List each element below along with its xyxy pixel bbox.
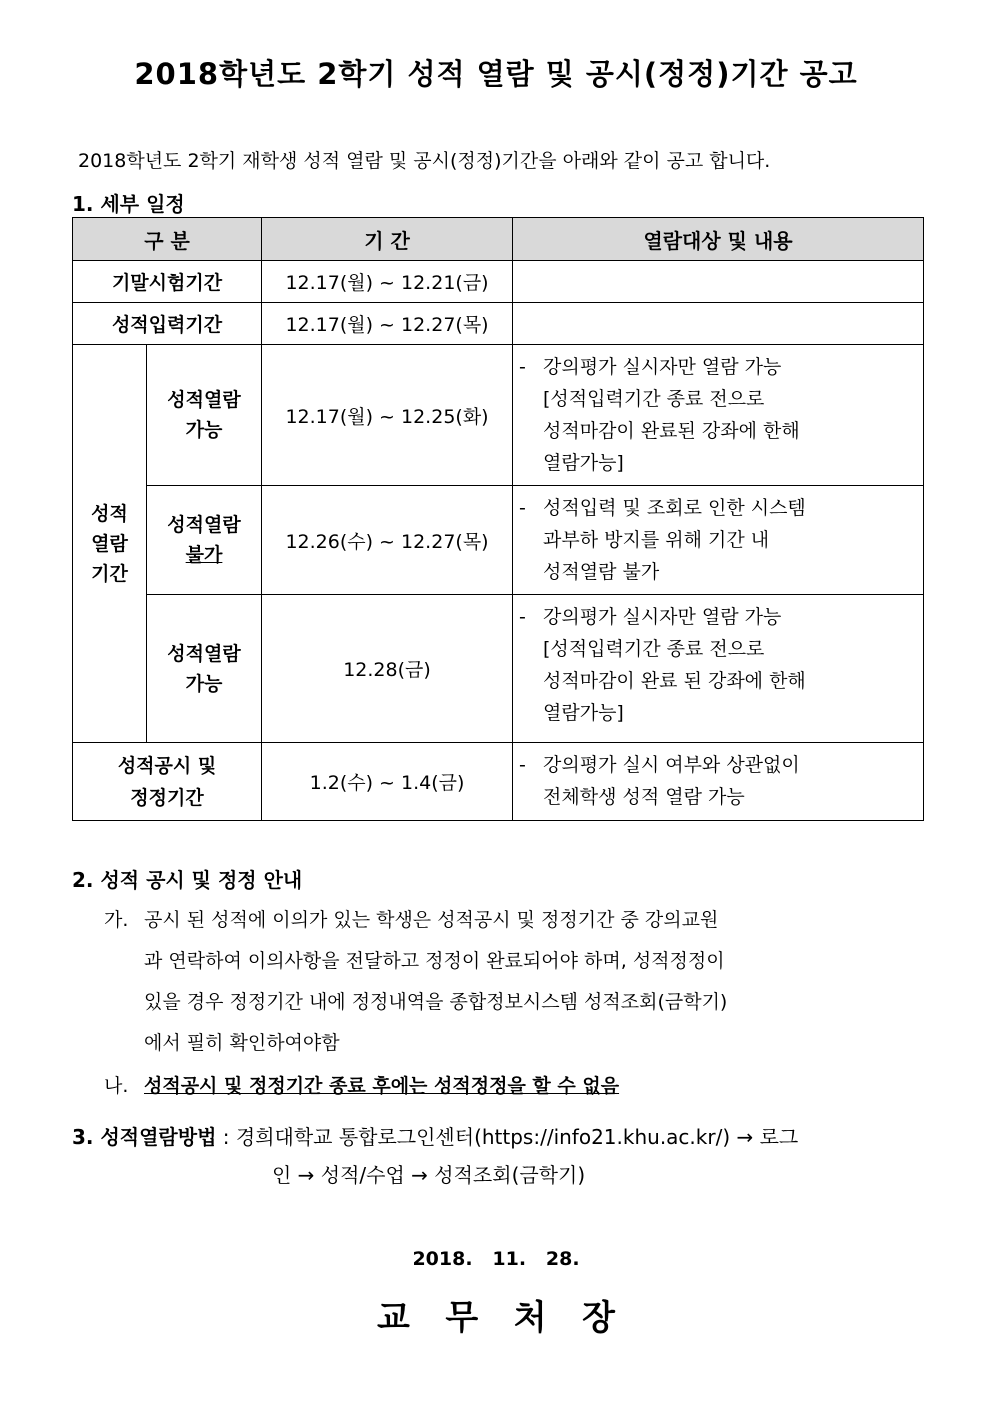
dash-bullet: - <box>519 606 526 628</box>
row-content <box>513 486 924 595</box>
item-a-line: 과 연락하여 이의사항을 전달하고 정정이 완료되어야 하며, 성적정정이 <box>144 950 725 972</box>
content-line: 성적마감이 완료 된 강좌에 한해 <box>543 670 806 692</box>
section-3-heading: 3. 성적열람방법 <box>72 1125 217 1149</box>
content-line: 강의평가 실시 여부와 상관없이 <box>543 754 800 776</box>
dash-bullet: - <box>519 754 526 776</box>
content-line: 성적마감이 완료된 강좌에 한해 <box>543 420 800 442</box>
item-a-line: 에서 필히 확인하여야함 <box>144 1032 340 1054</box>
group-label-line: 열람 <box>91 532 128 555</box>
item-a-line: 공시 된 성적에 이의가 있는 학생은 성적공시 및 정정기간 중 강의교원 <box>144 909 719 931</box>
content-line: [성적입력기간 종료 전으로 <box>543 638 765 660</box>
table-row <box>73 261 924 303</box>
row-label: 성적입력기간 <box>73 303 262 345</box>
row-period: 12.17(월) ~ 12.21(금) <box>262 261 513 303</box>
table-row <box>73 303 924 345</box>
item-b-text: 성적공시 및 정정기간 종료 후에는 성적정정을 할 수 없음 <box>144 1075 620 1097</box>
row-label: 기말시험기간 <box>73 261 262 303</box>
row-label-line: 성적열람 <box>167 389 241 411</box>
row-label-line: 성적열람 <box>167 642 241 665</box>
section-3-separator: : <box>222 1125 230 1149</box>
content-line: 강의평가 실시자만 열람 가능 <box>543 606 782 628</box>
row-content <box>513 303 924 345</box>
notice-item-b <box>104 1066 919 1107</box>
section-3-line: 경희대학교 통합로그인센터(https://info21.khu.ac.kr/) → 로그 <box>235 1125 799 1149</box>
row-label <box>147 345 262 486</box>
header-category: 구 분 <box>73 218 262 261</box>
group-label-line: 기간 <box>91 562 128 585</box>
content-line: 열람가능] <box>543 702 624 724</box>
row-period: 12.28(금) <box>262 595 513 743</box>
schedule-table <box>72 217 924 821</box>
group-label <box>73 345 147 743</box>
row-content <box>513 345 924 486</box>
content-line: 성적입력 및 조회로 인한 시스템 <box>543 497 806 519</box>
row-period: 1.2(수) ~ 1.4(금) <box>262 743 513 821</box>
item-b-label: 나. <box>104 1075 129 1097</box>
item-a-line: 있을 경우 정정기간 내에 정정내역을 종합정보시스템 성적조회(금학기) <box>144 991 728 1013</box>
header-period: 기 간 <box>262 218 513 261</box>
section-3-line: 인 → 성적/수업 → 성적조회(금학기) <box>272 1163 586 1187</box>
table-row <box>73 595 924 743</box>
section-1-heading: 1. 세부 일정 <box>72 192 185 216</box>
section-2-heading: 2. 성적 공시 및 정정 안내 <box>72 868 303 892</box>
table-row <box>73 743 924 821</box>
row-label <box>73 743 262 821</box>
content-line: 열람가능] <box>543 452 624 474</box>
row-label-line: 가능 <box>185 419 223 441</box>
table-header-row <box>73 218 924 261</box>
notice-date: 2018. 11. 28. <box>412 1248 580 1270</box>
row-label-line: 정정기간 <box>130 786 204 809</box>
row-period: 12.17(월) ~ 12.27(목) <box>262 303 513 345</box>
row-period: 12.26(수) ~ 12.27(목) <box>262 486 513 595</box>
section-3 <box>72 1118 922 1194</box>
row-label <box>147 595 262 743</box>
row-label-line: 성적열람 <box>167 514 241 536</box>
dash-bullet: - <box>519 497 526 519</box>
table-row <box>73 345 924 486</box>
group-label-line: 성적 <box>91 502 128 525</box>
header-content: 열람대상 및 내용 <box>513 218 924 261</box>
row-label-line: 가능 <box>185 672 223 695</box>
row-label-line: 불가 <box>185 544 223 566</box>
content-line: 성적열람 불가 <box>543 561 660 583</box>
dash-bullet: - <box>519 356 526 378</box>
page-title: 2018학년도 2학기 성적 열람 및 공시(정정)기간 공고 <box>134 57 858 91</box>
item-a-label: 가. <box>104 909 129 931</box>
row-content <box>513 743 924 821</box>
table-row <box>73 486 924 595</box>
content-line: 강의평가 실시자만 열람 가능 <box>543 356 782 378</box>
content-line: [성적입력기간 종료 전으로 <box>543 388 765 410</box>
intro-text: 2018학년도 2학기 재학생 성적 열람 및 공시(정정)기간을 아래와 같이 공고 합니다. <box>78 150 771 172</box>
row-label-line: 성적공시 및 <box>117 754 217 777</box>
notice-item-a <box>104 900 919 1064</box>
row-period: 12.17(월) ~ 12.25(화) <box>262 345 513 486</box>
row-content <box>513 261 924 303</box>
content-line: 과부하 방지를 위해 기간 내 <box>543 529 770 551</box>
row-label <box>147 486 262 595</box>
signature: 교 무 처 장 <box>377 1298 615 1338</box>
content-line: 전체학생 성적 열람 가능 <box>543 786 745 808</box>
row-content <box>513 595 924 743</box>
